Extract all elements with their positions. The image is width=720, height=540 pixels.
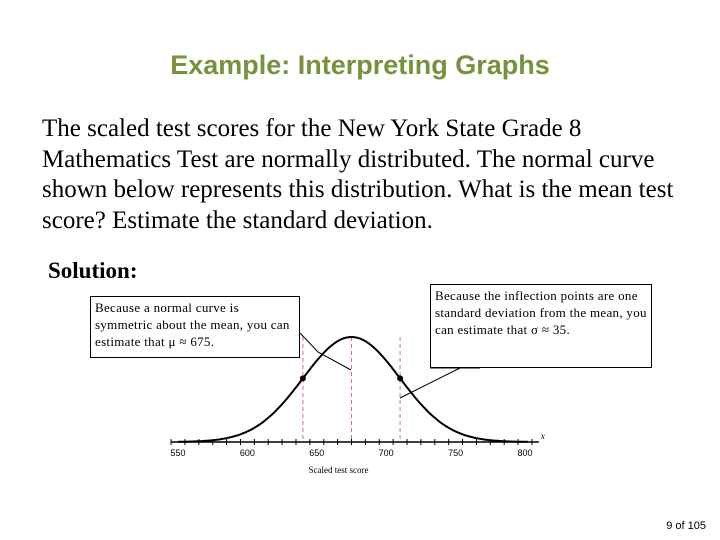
- inflection-point: [300, 375, 306, 381]
- x-tick-label: 750: [448, 448, 464, 458]
- slide-title: Example: Interpreting Graphs: [170, 50, 550, 80]
- x-axis-label: Scaled test score: [308, 465, 369, 475]
- x-tick-label: 650: [309, 448, 325, 458]
- x-tick-label: 550: [170, 448, 186, 458]
- x-tick-label: 800: [517, 448, 533, 458]
- callout-pointer-std: [400, 368, 460, 398]
- problem-text: The scaled test scores for the New York State Grade 8 Mathematics Test are normally distributed. The normal curve shown below represents this distribution. What is the mean test score? Estimate the standard deviation.: [42, 115, 674, 234]
- callout-std: Because the inflection points are one standard deviation from the mean, you can estimate that σ ≈ 35.: [430, 284, 652, 368]
- x-tick-label: 700: [378, 448, 394, 458]
- x-tick-label: 600: [239, 448, 255, 458]
- callout-mean: Because a normal curve is symmetric about the mean, you can estimate that μ ≈ 675.: [90, 296, 300, 358]
- page-number: 9 of 105: [666, 520, 706, 532]
- solution-label: Solution:: [48, 258, 138, 283]
- inflection-point: [397, 375, 403, 381]
- x-axis-letter: x: [540, 431, 545, 441]
